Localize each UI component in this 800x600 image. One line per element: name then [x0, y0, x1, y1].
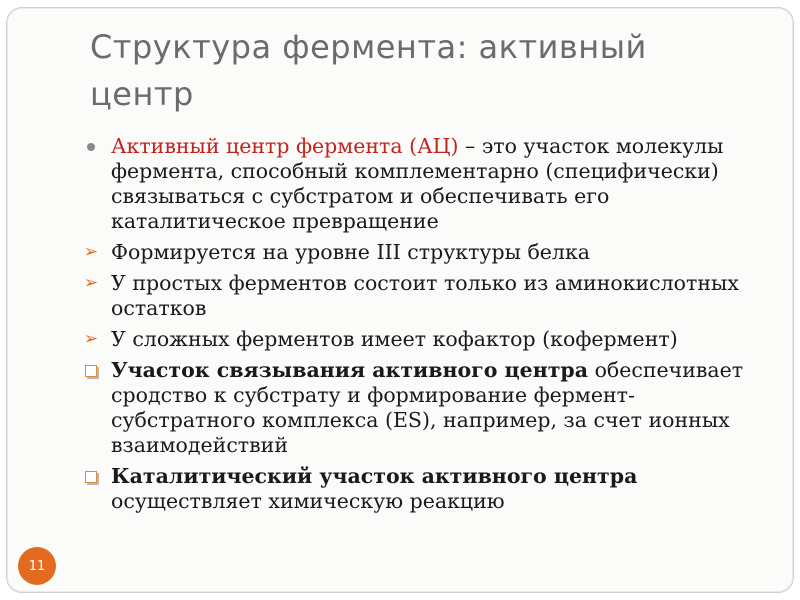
dot-icon	[78, 134, 104, 159]
checkbox-square-icon	[78, 358, 104, 383]
bold-term: Каталитический участок активного центра	[111, 464, 638, 488]
list-item	[78, 358, 768, 458]
definition-text: – это участок молекулы фермента, способный комплементарно (специфически) связываться с субстратом и обеспечивать его каталитическое превращение	[111, 134, 724, 233]
bold-term: Участок связывания активного центра	[111, 358, 589, 382]
arrow-icon: ➢	[83, 329, 99, 349]
list-item-text: У простых ферментов состоит только из аминокислотных остатков	[111, 271, 739, 320]
arrow-icon: ➢	[83, 273, 99, 293]
list-item-text: осуществляет химическую реакцию	[111, 489, 505, 513]
slide-title: Структура фермента: активный центр	[90, 28, 647, 113]
list-item-text: обеспечивает сродство к субстрату и формирование фермент-субстратного комплекса (ES), например, за счет ионных взаимодействий	[111, 358, 744, 457]
page-number-badge: 11	[18, 547, 56, 585]
list-item-text: Формируется на уровне III структуры белка	[111, 240, 590, 264]
list-item	[78, 240, 768, 265]
list-item	[78, 271, 768, 321]
list-item-text: У сложных ферментов имеет кофактор (кофермент)	[111, 327, 678, 351]
list-item	[78, 464, 768, 514]
arrow-icon: ➢	[83, 242, 99, 262]
definition-term: Активный центр фермента (АЦ)	[111, 134, 459, 158]
checkbox-square-icon	[78, 464, 104, 489]
bullet-list	[78, 134, 768, 520]
list-item	[78, 134, 768, 234]
list-item	[78, 327, 768, 352]
